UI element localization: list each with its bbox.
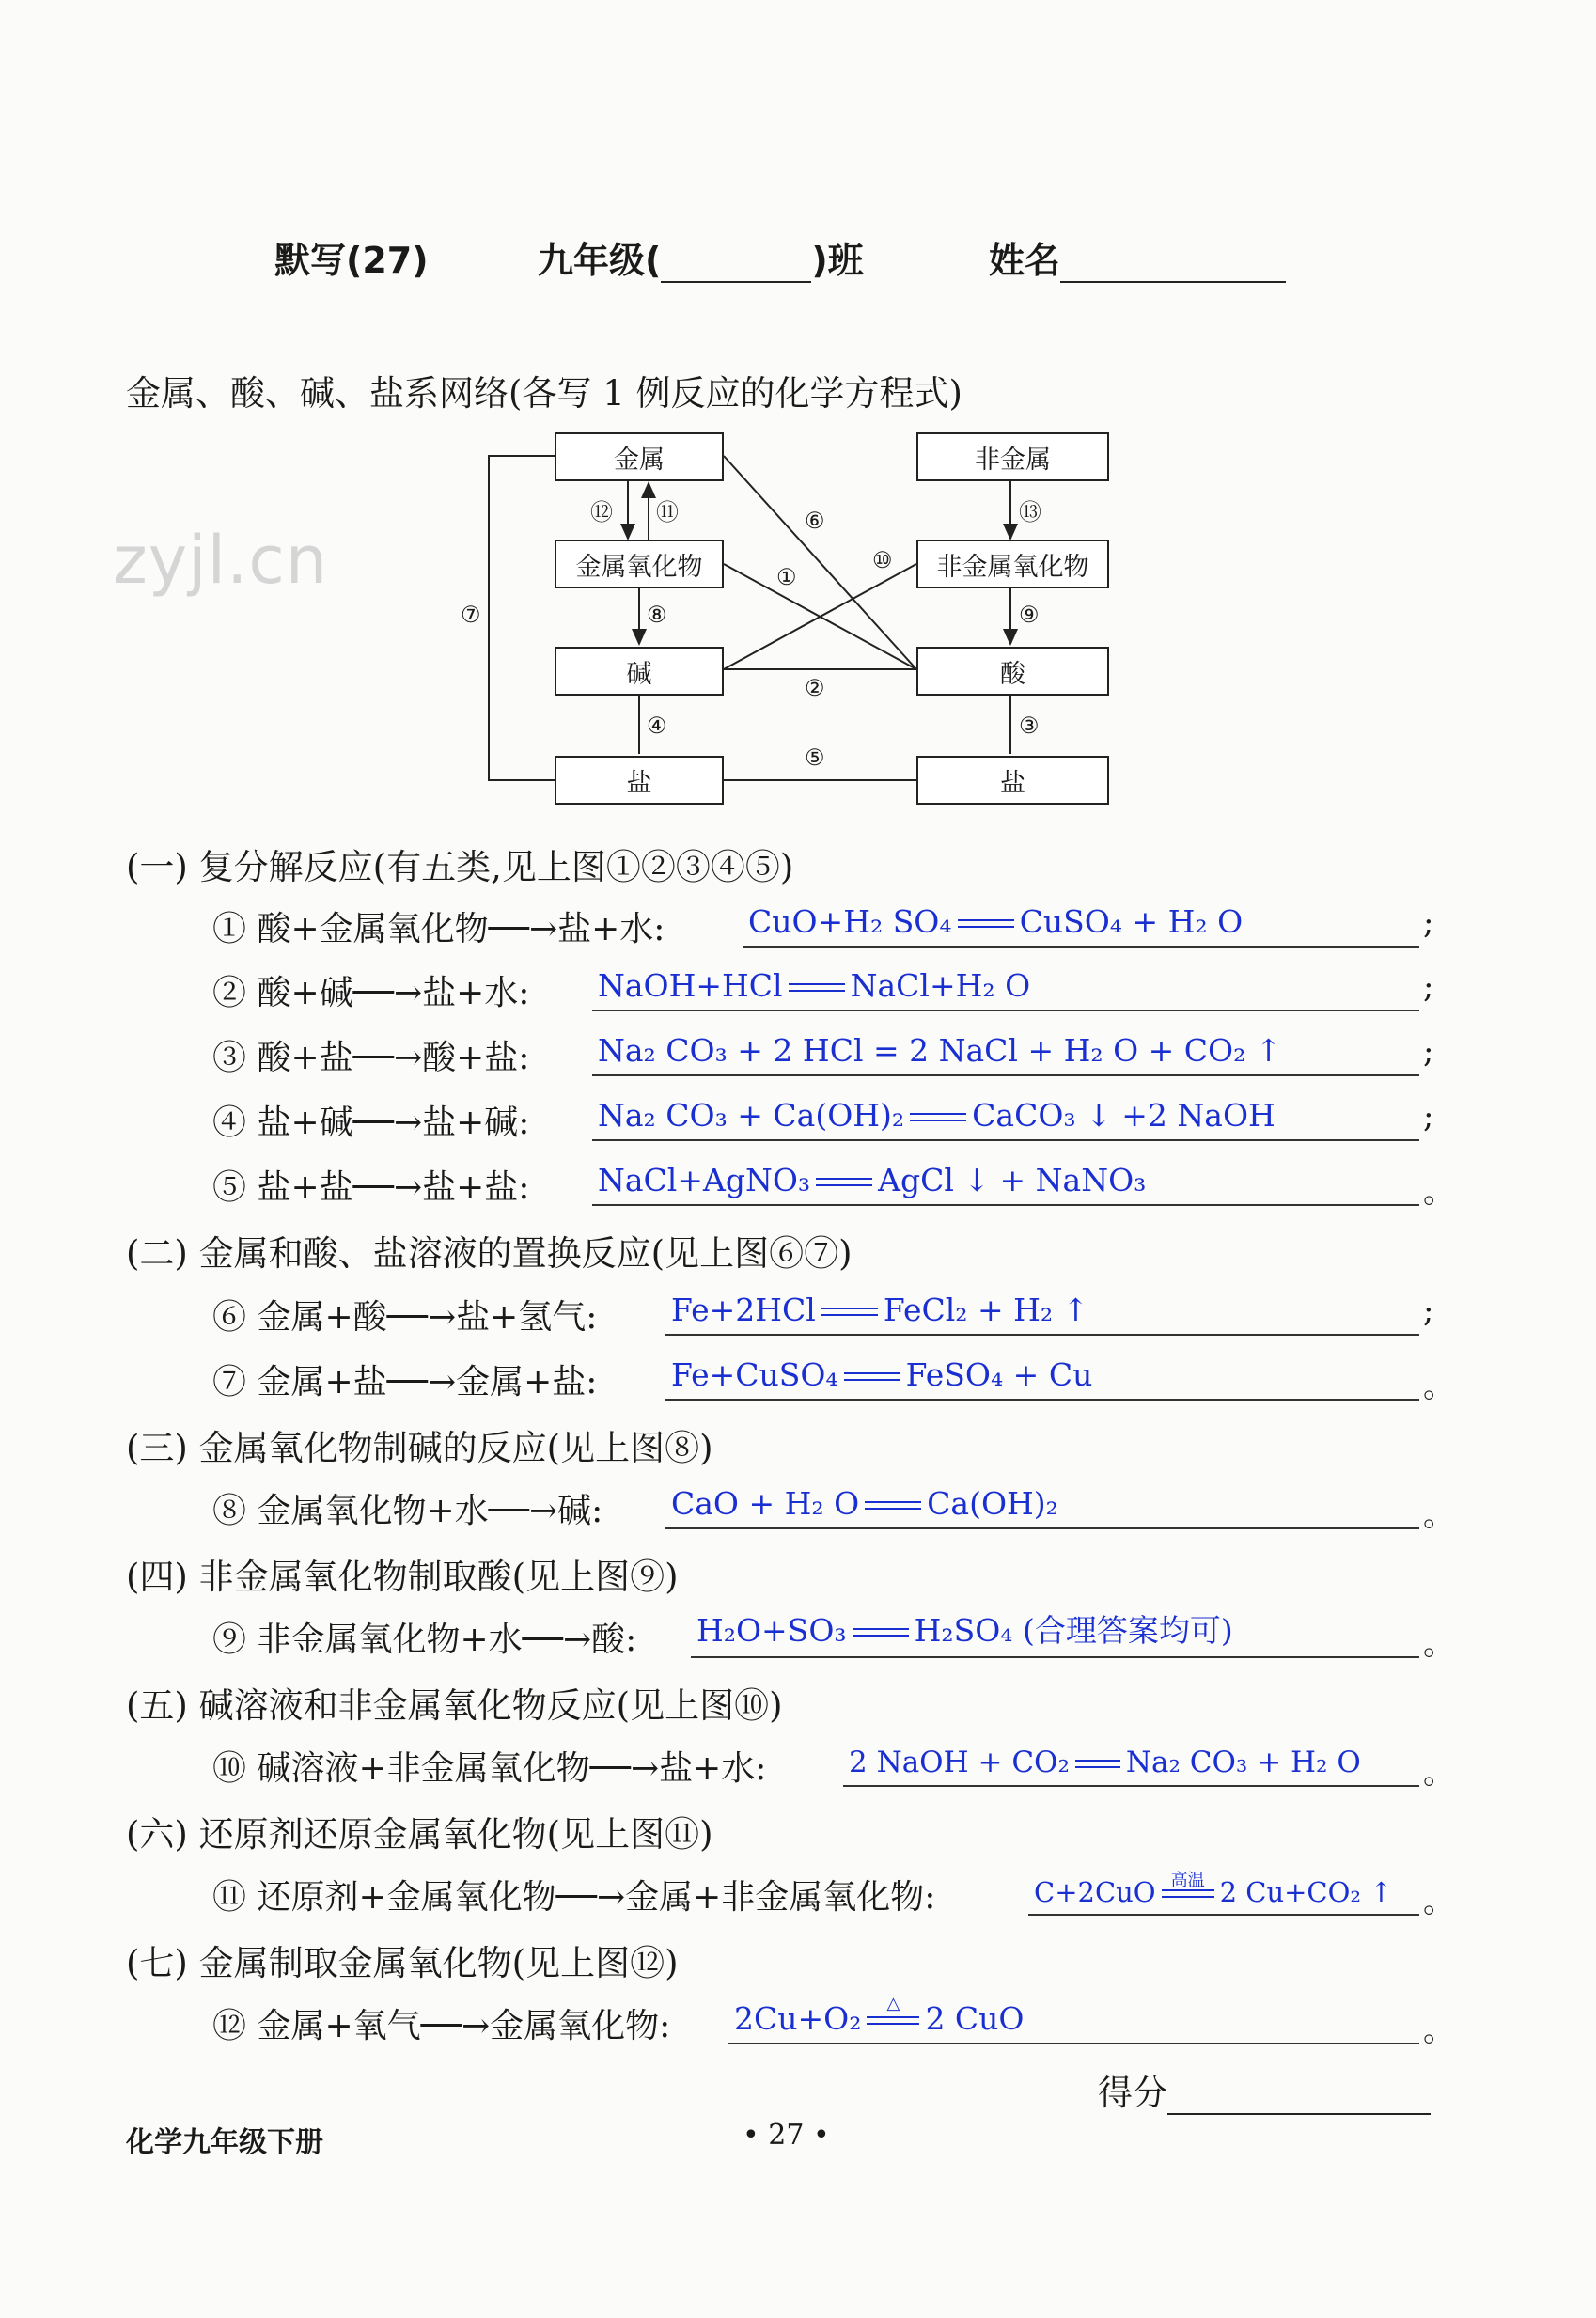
q7-answer-field[interactable] bbox=[665, 1350, 1419, 1401]
q9-label: ⑨ 非金属氧化物+水──→酸: bbox=[212, 1621, 637, 1659]
q10-label: ⑩ 碱溶液+非金属氧化物──→盐+水: bbox=[212, 1749, 767, 1788]
q5-label: ⑤ 盐+盐──→盐+盐: bbox=[212, 1168, 530, 1207]
label-3: ③ bbox=[1019, 713, 1040, 739]
label-13: ⑬ bbox=[1019, 499, 1041, 525]
label-2: ② bbox=[805, 675, 825, 701]
q12-condition: △ bbox=[886, 1994, 900, 2013]
q11-answer: C+2CuO 高温 2 Cu+CO₂ ↑ bbox=[1034, 1876, 1393, 1908]
q3-end: ; bbox=[1423, 1033, 1434, 1071]
box-nonmetal: 非金属 bbox=[916, 432, 1109, 481]
q9-end: 。 bbox=[1423, 1625, 1455, 1663]
q1-answer: CuO+H₂ SO₄ CuSO₄ + H₂ O bbox=[748, 903, 1244, 940]
label-8: ⑧ bbox=[647, 602, 667, 628]
section-3-heading: (三) 金属氧化物制碱的反应(见上图⑧) bbox=[126, 1428, 713, 1468]
q12-label: ⑫ 金属+氧气──→金属氧化物: bbox=[212, 2007, 671, 2045]
class-blank[interactable] bbox=[661, 243, 811, 283]
class-suffix: )班 bbox=[811, 240, 864, 281]
q12-end: 。 bbox=[1423, 2012, 1455, 2049]
box-base: 碱 bbox=[555, 647, 724, 696]
q8-answer: CaO + H₂ O Ca(OH)₂ bbox=[671, 1485, 1058, 1522]
q8-answer-field[interactable] bbox=[665, 1479, 1419, 1529]
q7-label: ⑦ 金属+盐──→金属+盐: bbox=[212, 1363, 598, 1402]
worksheet-title: 默写(27) bbox=[274, 240, 429, 281]
q2-label: ② 酸+碱──→盐+水: bbox=[212, 974, 530, 1012]
q12-answer-field[interactable] bbox=[728, 1994, 1419, 2044]
q8-label: ⑧ 金属氧化物+水──→碱: bbox=[212, 1492, 603, 1530]
footer-page-number: • 27 • bbox=[743, 2119, 830, 2152]
footer-book-title: 化学九年级下册 bbox=[126, 2126, 323, 2159]
grade-label: 九年级( bbox=[538, 240, 662, 281]
q6-label: ⑥ 金属+酸──→盐+氢气: bbox=[212, 1298, 598, 1337]
q6-answer-field[interactable] bbox=[665, 1285, 1419, 1336]
q10-end: 。 bbox=[1423, 1754, 1455, 1792]
box-metal: 金属 bbox=[555, 432, 724, 481]
section-7-heading: (七) 金属制取金属氧化物(见上图⑫) bbox=[126, 1943, 679, 1983]
watermark: zyjl.cn bbox=[113, 522, 329, 599]
q11-condition: 高温 bbox=[1170, 1871, 1205, 1890]
box-salt-left: 盐 bbox=[555, 756, 724, 805]
section-2-heading: (二) 金属和酸、盐溶液的置换反应(见上图⑥⑦) bbox=[126, 1233, 853, 1274]
q2-answer: NaOH+HCl NaCl+H₂ O bbox=[598, 967, 1031, 1004]
q11-end: 。 bbox=[1423, 1883, 1455, 1920]
name-label: 姓名 bbox=[989, 240, 1061, 281]
label-10: ⑩ bbox=[872, 547, 893, 573]
q6-answer: Fe+2HCl FeCl₂ + H₂ ↑ bbox=[671, 1292, 1089, 1328]
reaction-network-diagram bbox=[461, 414, 1137, 837]
q10-answer: 2 NaOH + CO₂ Na₂ CO₃ + H₂ O bbox=[849, 1746, 1361, 1779]
name-field bbox=[989, 231, 1286, 283]
q3-answer: Na₂ CO₃ + 2 HCl = 2 NaCl + H₂ O + CO₂ ↑ bbox=[598, 1032, 1282, 1069]
q5-answer-field[interactable] bbox=[592, 1155, 1419, 1206]
q2-answer-field[interactable] bbox=[592, 961, 1419, 1011]
q4-end: ; bbox=[1423, 1098, 1434, 1136]
section-4-heading: (四) 非金属氧化物制取酸(见上图⑨) bbox=[126, 1557, 679, 1597]
q4-answer-field[interactable] bbox=[592, 1090, 1419, 1141]
label-5: ⑤ bbox=[805, 744, 825, 771]
section-1-heading: (一) 复分解反应(有五类,见上图①②③④⑤) bbox=[126, 847, 794, 887]
q5-end: 。 bbox=[1423, 1173, 1455, 1211]
name-blank[interactable] bbox=[1060, 243, 1286, 283]
q10-answer-field[interactable] bbox=[843, 1736, 1419, 1787]
label-11: ⑪ bbox=[656, 499, 679, 525]
box-metal-oxide: 金属氧化物 bbox=[555, 540, 724, 588]
q1-label: ① 酸+金属氧化物──→盐+水: bbox=[212, 910, 665, 948]
q8-end: 。 bbox=[1423, 1496, 1455, 1534]
q6-end: ; bbox=[1423, 1292, 1434, 1330]
label-1: ① bbox=[776, 564, 797, 590]
q3-label: ③ 酸+盐──→酸+盐: bbox=[212, 1039, 530, 1077]
label-4: ④ bbox=[647, 713, 667, 739]
q4-answer: Na₂ CO₃ + Ca(OH)₂ CaCO₃ ↓ +2 NaOH bbox=[598, 1097, 1275, 1134]
label-6: ⑥ bbox=[805, 508, 825, 534]
q7-answer: Fe+CuSO₄ FeSO₄ + Cu bbox=[671, 1356, 1093, 1393]
label-12: ⑫ bbox=[590, 499, 613, 525]
q12-answer: 2Cu+O₂ △ 2 CuO bbox=[734, 1994, 1025, 2037]
label-7: ⑦ bbox=[461, 602, 481, 628]
q1-end: ; bbox=[1423, 904, 1434, 942]
label-9: ⑨ bbox=[1019, 602, 1040, 628]
intro-text: 金属、酸、碱、盐系网络(各写 1 例反应的化学方程式) bbox=[126, 373, 962, 414]
q5-answer: NaCl+AgNO₃ AgCl ↓ + NaNO₃ bbox=[598, 1162, 1147, 1198]
score-label: 得分 bbox=[1098, 2073, 1167, 2113]
section-6-heading: (六) 还原剂还原金属氧化物(见上图⑪) bbox=[126, 1814, 713, 1855]
box-nonmetal-oxide: 非金属氧化物 bbox=[916, 540, 1109, 588]
q2-end: ; bbox=[1423, 968, 1434, 1006]
q1-answer-field[interactable] bbox=[743, 897, 1419, 948]
q11-label: ⑪ 还原剂+金属氧化物──→金属+非金属氧化物: bbox=[212, 1878, 936, 1917]
q9-answer-field[interactable] bbox=[691, 1607, 1419, 1658]
q11-answer-field[interactable] bbox=[1028, 1865, 1419, 1916]
score-blank[interactable] bbox=[1167, 2075, 1431, 2115]
q3-answer-field[interactable] bbox=[592, 1026, 1419, 1076]
box-salt-right: 盐 bbox=[916, 756, 1109, 805]
box-acid: 酸 bbox=[916, 647, 1109, 696]
q4-label: ④ 盐+碱──→盐+碱: bbox=[212, 1104, 530, 1142]
q7-end: 。 bbox=[1423, 1368, 1455, 1405]
section-5-heading: (五) 碱溶液和非金属氧化物反应(见上图⑩) bbox=[126, 1685, 783, 1726]
class-field bbox=[538, 231, 864, 283]
q9-answer: H₂O+SO₃ H₂SO₄ (合理答案均可) bbox=[696, 1612, 1233, 1649]
score-field bbox=[1098, 2064, 1431, 2115]
